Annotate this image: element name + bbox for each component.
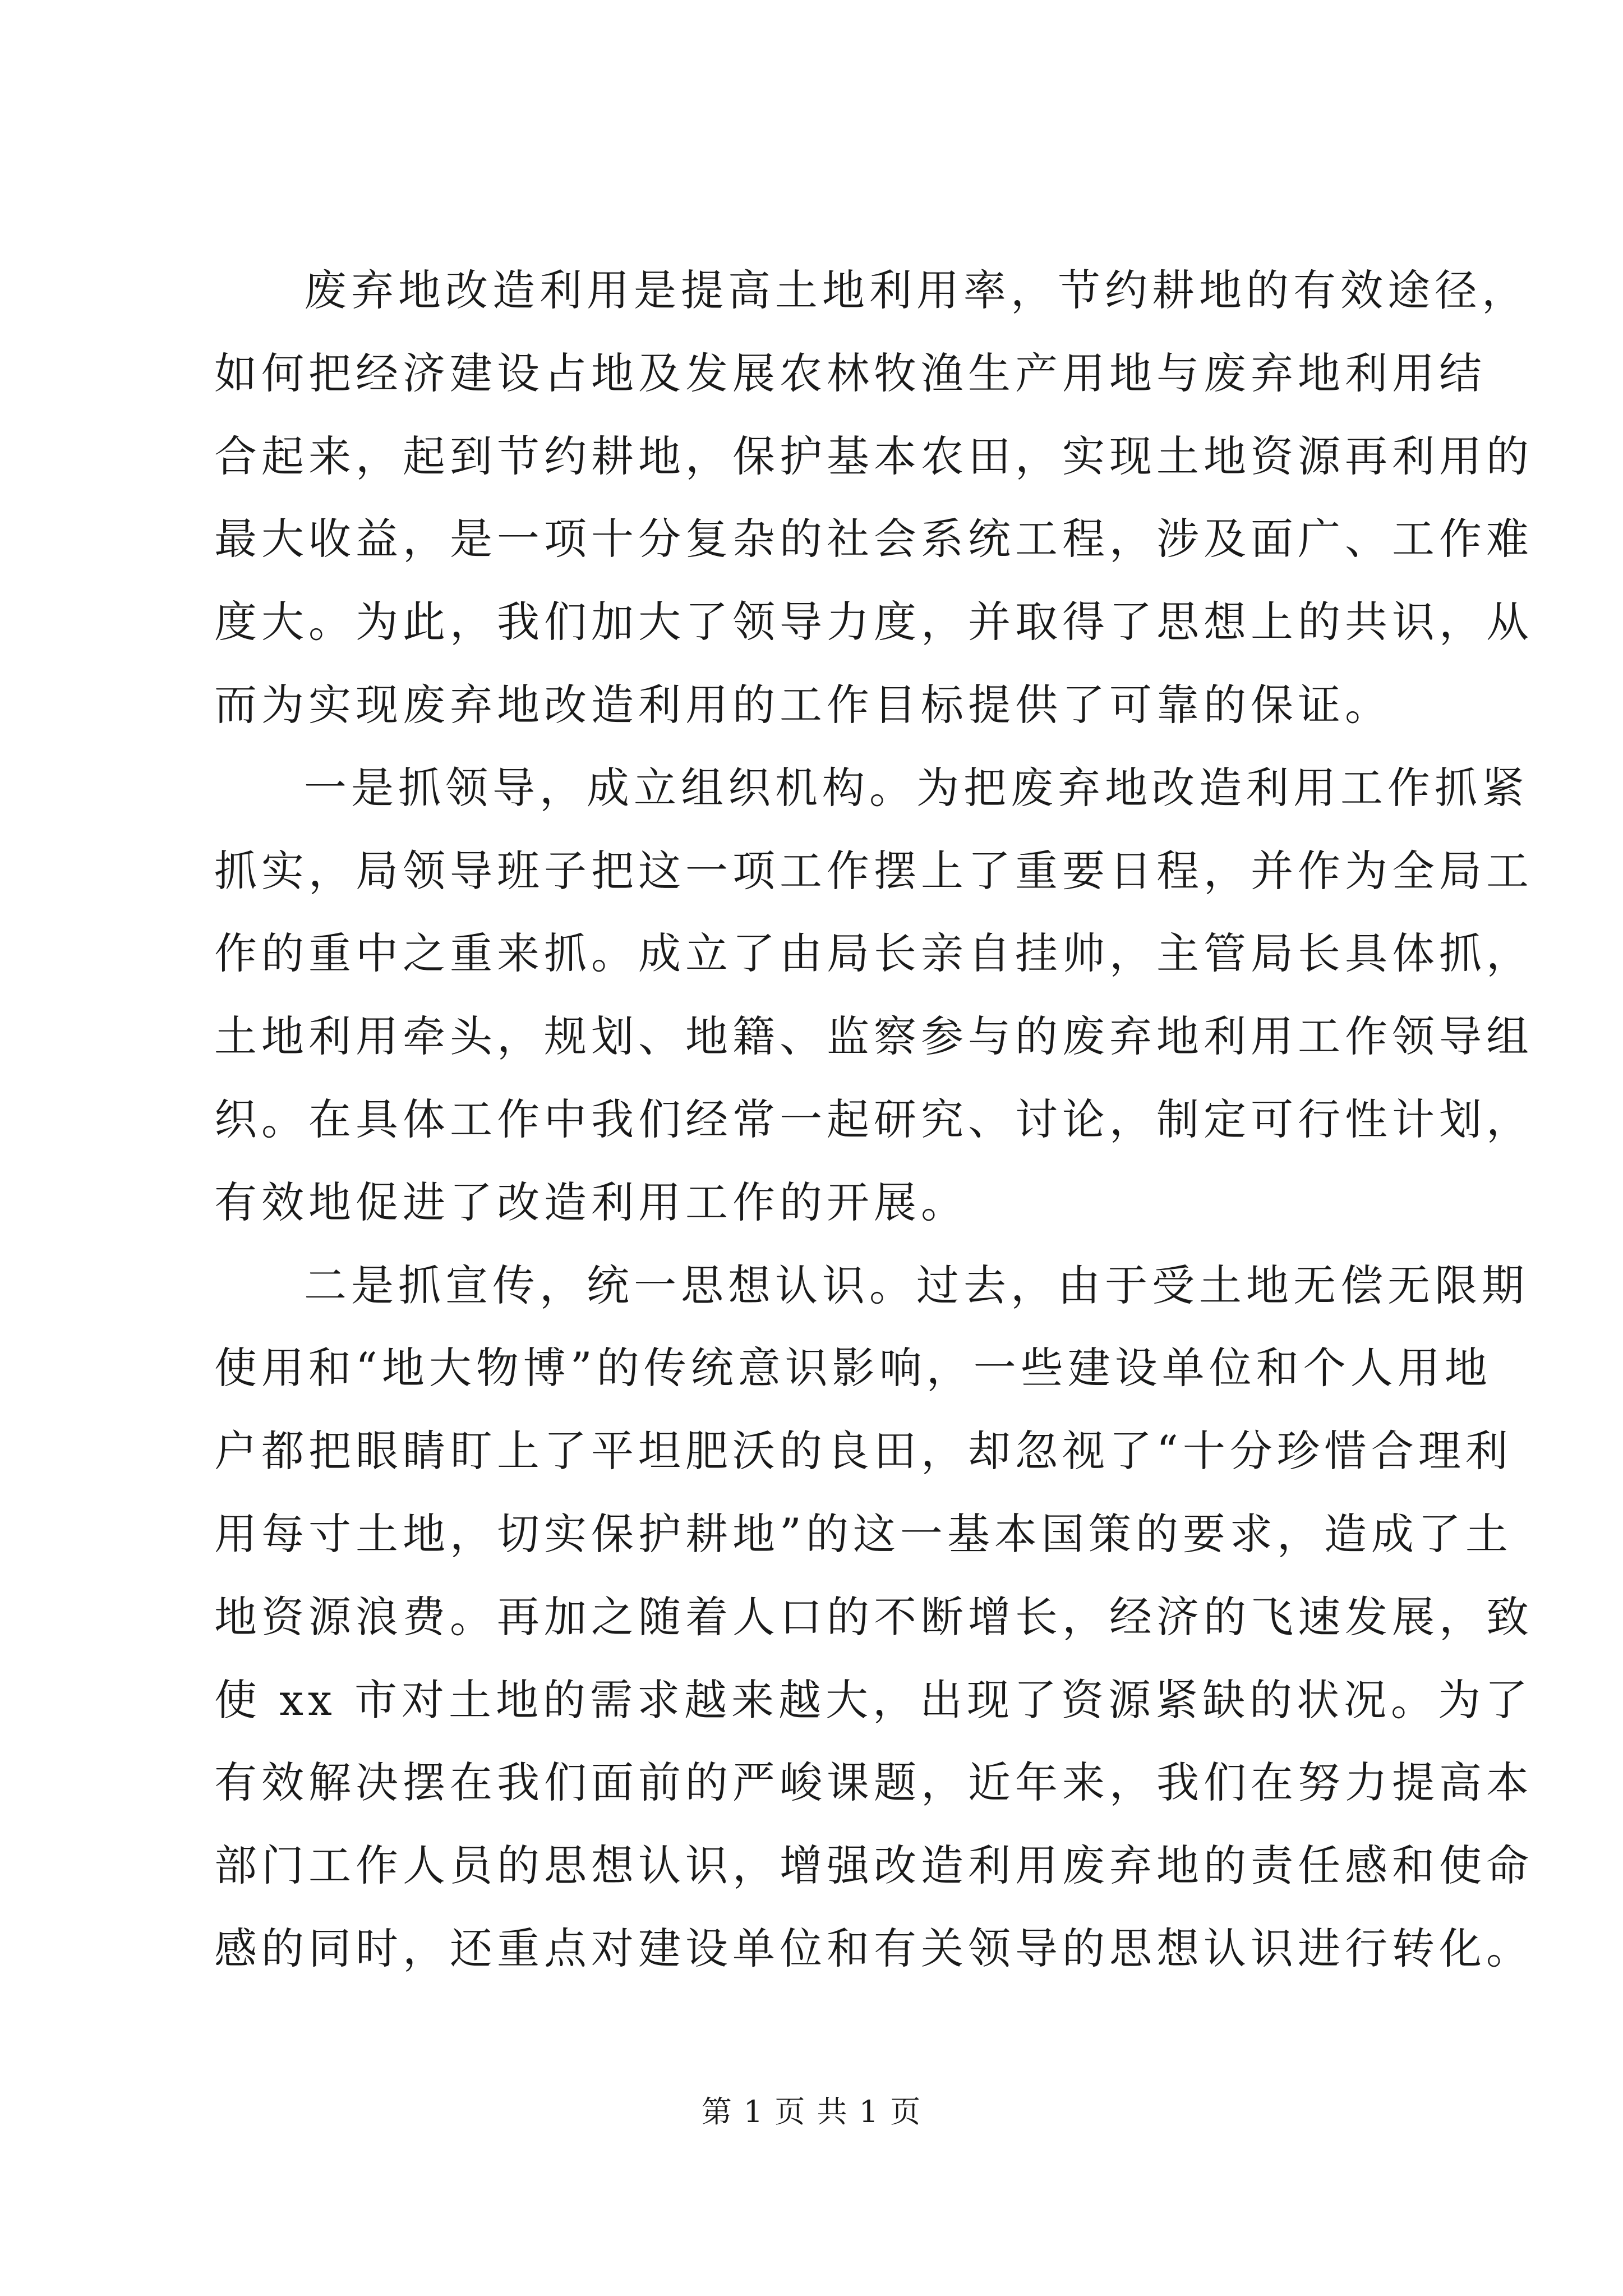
- text-line: 度大。为此，我们加大了领导力度，并取得了思想上的共识，从: [214, 597, 1533, 647]
- text-line: 用每寸土地，切实保护耕地”的这一基本国策的要求，造成了土: [214, 1508, 1513, 1559]
- text-line: 最大收益，是一项十分复杂的社会系统工程，涉及面广、工作难: [214, 514, 1533, 564]
- text-line: 如何把经济建设占地及发展农林牧渔生产用地与废弃地利用结: [214, 348, 1486, 398]
- text-line: 作的重中之重来抓。成立了由局长亲自挂帅，主管局长具体抓，: [214, 928, 1533, 979]
- text-line: 二是抓宣传，统一思想认识。过去，由于受土地无偿无限期: [304, 1260, 1529, 1310]
- text-line: 户都把眼睛盯上了平坦肥沃的良田，却忽视了“十分珍惜合理利: [214, 1426, 1513, 1476]
- text-line: 使 xx 市对土地的需求越来越大，出现了资源紧缺的状况。为了: [214, 1674, 1533, 1725]
- text-line: 部门工作人员的思想认识，增强改造利用废弃地的责任感和使命: [214, 1841, 1533, 1891]
- text-line: 地资源浪费。再加之随着人口的不断增长，经济的飞速发展，致: [214, 1591, 1533, 1642]
- text-line: 有效地促进了改造利用工作的开展。: [214, 1177, 968, 1227]
- text-line: 使用和“地大物博”的传统意识影响，一些建设单位和个人用地: [214, 1343, 1492, 1393]
- document-body: [214, 249, 1533, 1990]
- text-line: 抓实，局领导班子把这一项工作摆上了重要日程，并作为全局工: [214, 845, 1533, 896]
- text-line: 废弃地改造利用是提高土地利用率，节约耕地的有效途径，: [304, 265, 1529, 315]
- text-line: 有效解决摆在我们面前的严峻课题，近年来，我们在努力提高本: [214, 1757, 1533, 1808]
- text-line: 合起来，起到节约耕地，保护基本农田，实现土地资源再利用的: [214, 431, 1533, 481]
- text-line: 感的同时，还重点对建设单位和有关领导的思想认识进行转化。: [214, 1923, 1533, 1973]
- text-line: 一是抓领导，成立组织机构。为把废弃地改造利用工作抓紧: [304, 762, 1529, 813]
- page-footer: 第 1 页 共 1 页: [701, 2094, 922, 2129]
- text-line: 织。在具体工作中我们经常一起研究、讨论，制定可行性计划，: [214, 1094, 1533, 1144]
- text-line: 土地利用牵头，规划、地籍、监察参与的废弃地利用工作领导组: [214, 1011, 1533, 1062]
- text-line: 而为实现废弃地改造利用的工作目标提供了可靠的保证。: [214, 679, 1392, 730]
